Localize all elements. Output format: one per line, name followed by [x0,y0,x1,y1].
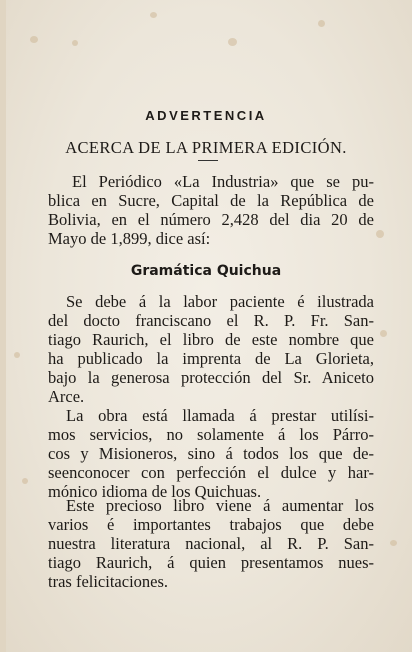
text-line: ha publicado la imprenta de La Glorieta, [48,349,374,368]
text-line: nuestra literatura nacional, al R. P. San- [48,534,374,553]
article-heading: Gramática Quichua [130,263,282,279]
text-line: tiago Raurich, á quien presentamos nues- [48,553,374,572]
text-line: mos servicios, no solamente á los Párro- [48,425,374,444]
text-line: Bolivia, en el número 2,428 del dia 20 de [48,210,374,229]
page-title: ADVERTENCIA [145,108,267,123]
title-divider [198,160,218,161]
foxing-spot [318,20,325,27]
text-line: Arce. [48,387,85,406]
foxing-spot [30,36,38,43]
text-line: seenconocer con perfección el dulce y har- [48,463,374,482]
text-line: tiago Raurich, el libro de este nombre que [48,330,374,349]
page-subtitle: ACERCA DE LA PRIMERA EDICIÓN. [65,138,347,157]
text-line: blica en Sucre, Capital de la República de [48,191,374,210]
foxing-spot [72,40,78,46]
text-line: varios é importantes trabajos que debe [48,515,374,534]
foxing-spot [22,478,28,484]
text-line: tras felicitaciones. [48,572,169,591]
text-line: Mayo de 1,899, dice así: [48,229,211,248]
foxing-spot [150,12,157,18]
text-line: Se debe á la labor paciente é ilustrada [66,292,374,311]
foxing-spot [380,330,387,337]
foxing-spot [228,38,237,46]
text-line: bajo la generosa protección del Sr. Aniceto [48,368,374,387]
text-line: Este precioso libro viene á aumentar los [66,496,374,515]
text-line: cos y Misioneros, sino á todos los que de- [48,444,374,463]
foxing-spot [390,540,397,546]
text-line: La obra está llamada á prestar utilísi- [66,406,374,425]
foxing-spot [14,352,20,358]
foxing-spot [376,230,384,238]
text-line: del docto franciscano el R. P. Fr. San- [48,311,374,330]
page-edge [0,0,6,652]
text-line: El Periódico «La Industria» que se pu- [72,172,374,191]
text-line: mónico idioma de los Quichuas. [48,482,262,501]
